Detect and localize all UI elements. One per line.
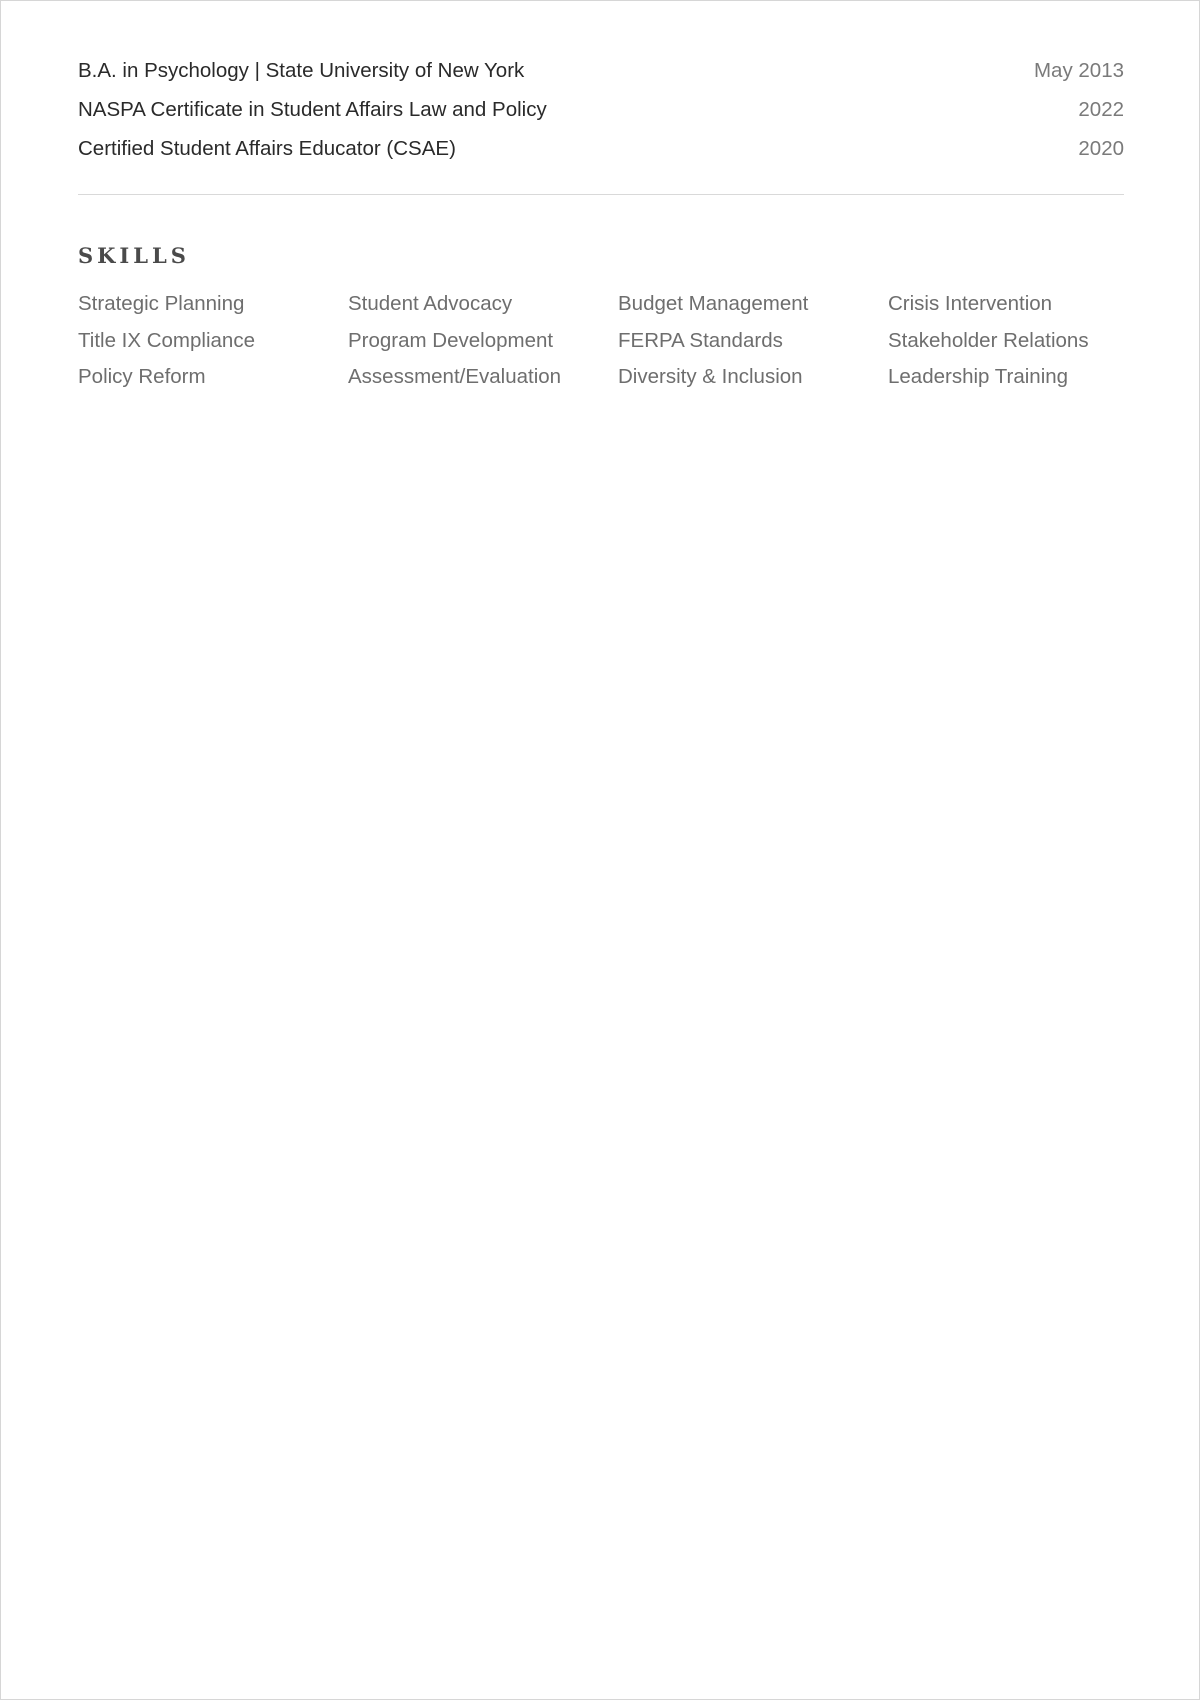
skill-item: Diversity & Inclusion xyxy=(618,365,803,388)
education-title: NASPA Certificate in Student Affairs Law and Policy xyxy=(78,98,547,121)
skill-item: Stakeholder Relations xyxy=(888,328,1089,352)
skill-item: Title IX Compliance xyxy=(78,328,255,352)
skill-item: Strategic Planning xyxy=(78,292,245,315)
skills-heading: SKILLS xyxy=(78,243,190,268)
skill-item: Policy Reform xyxy=(78,365,206,388)
education-entry xyxy=(78,137,1124,176)
resume-content xyxy=(78,59,1124,396)
education-entry xyxy=(78,98,1124,137)
skill-item: FERPA Standards xyxy=(618,328,783,352)
skill-item: Crisis Intervention xyxy=(888,292,1053,315)
skill-item: Student Advocacy xyxy=(348,292,513,315)
education-date: May 2013 xyxy=(1033,59,1124,82)
skill-item: Assessment/Evaluation xyxy=(348,365,562,388)
education-date: 2020 xyxy=(1078,137,1124,160)
skill-item: Leadership Training xyxy=(888,365,1069,388)
education-title: B.A. in Psychology | State University of New York xyxy=(78,59,525,82)
education-list xyxy=(78,59,1124,176)
education-title: Certified Student Affairs Educator (CSAE) xyxy=(78,137,456,160)
education-entry xyxy=(78,59,1124,98)
education-date: 2022 xyxy=(1078,98,1124,121)
skill-item: Budget Management xyxy=(618,292,809,315)
skill-item: Program Development xyxy=(348,328,554,352)
skills-grid xyxy=(78,286,1124,396)
section-divider xyxy=(78,194,1124,195)
